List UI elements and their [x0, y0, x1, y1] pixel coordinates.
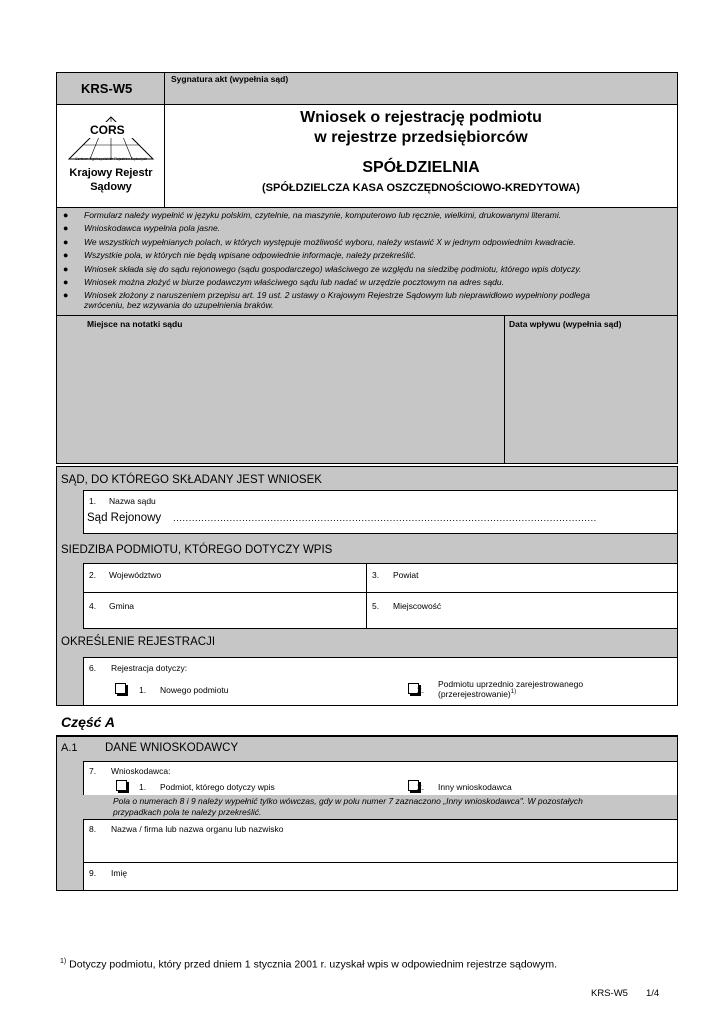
section-seat-heading: SIEDZIBA PODMIOTU, KTÓREGO DOTYCZY WPIS — [61, 544, 333, 556]
form-code: KRS-W5 — [81, 81, 133, 96]
applicant-first-name-field[interactable] — [83, 862, 677, 890]
reregistration-label-1: Podmiotu uprzednio zarejestrowanego — [438, 679, 584, 689]
footnote — [60, 958, 557, 971]
subject-entity-checkbox[interactable] — [116, 780, 127, 791]
footer-code: KRS-W5 — [591, 988, 628, 999]
registry-name-2: Sądowy — [90, 181, 132, 193]
court-name-field[interactable] — [83, 490, 677, 534]
subject-entity-label: Podmiot, którego dotyczy wpis — [160, 782, 275, 792]
option-number: 1. — [139, 685, 147, 695]
court-value: Sąd Rejonowy — [87, 512, 162, 524]
field-number: 1. — [89, 496, 97, 506]
registry-name-1: Krajowy Rejestr — [69, 167, 153, 179]
field-label: Miejscowość — [393, 601, 442, 611]
form-title-line2: w rejestrze przedsiębiorców — [314, 129, 528, 146]
option-number: 2. — [417, 782, 425, 792]
field-label: Powiat — [393, 570, 419, 580]
field-number: 9. — [89, 868, 97, 878]
court-dots: ....................................................................................................................................... — [173, 513, 597, 524]
section-court-heading: SĄD, DO KTÓREGO SKŁADANY JEST WNIOSEK — [61, 474, 322, 486]
part-a-sub-heading: DANE WNIOSKODAWCY — [105, 742, 239, 754]
field-number: 4. — [89, 601, 97, 611]
date-label: Data wpływu (wypełnia sąd) — [509, 319, 622, 329]
logo-subtext: Centrum Ogólnopolskich Rejestrów Sądowych — [75, 157, 147, 161]
form-subtitle: SPÓŁDZIELNIA — [362, 159, 480, 176]
part-a-heading: Część A — [61, 714, 115, 730]
field-label: Rejestracja dotyczy: — [111, 663, 188, 673]
field-label: Nazwa sądu — [109, 496, 156, 506]
title-cell — [165, 105, 677, 207]
field-number: 6. — [89, 663, 97, 673]
county-field[interactable] — [367, 564, 678, 592]
field-number: 8. — [89, 824, 97, 834]
other-applicant-label: Inny wnioskodawca — [438, 782, 512, 792]
section-registration-heading: OKREŚLENIE REJESTRACJI — [61, 636, 216, 648]
field-number: 7. — [89, 766, 97, 776]
field-label: Województwo — [109, 570, 162, 580]
form-title-line1: Wniosek o rejestrację podmiotu — [300, 109, 542, 126]
field-label: Nazwa / firma lub nazwa organu lub nazwisko — [111, 824, 284, 834]
commune-field[interactable] — [84, 593, 366, 628]
footnote-text: Dotyczy podmiotu, który przed dniem 1 stycznia 2001 r. uzyskał wpis w odpowiednim rejestrze sądowym. — [66, 958, 558, 971]
locality-field[interactable] — [367, 593, 678, 628]
new-entity-label: Nowego podmiotu — [160, 685, 229, 695]
applicant-note-2: przypadkach pola te należy przekreślić. — [113, 807, 262, 817]
field-number: 5. — [372, 601, 380, 611]
court-notes-divider — [504, 316, 505, 463]
applicant-name-field[interactable] — [83, 819, 677, 862]
option-number: 1. — [139, 782, 147, 792]
signature-label: Sygnatura akt (wypełnia sąd) — [171, 74, 289, 84]
signature-cell — [165, 73, 677, 105]
logo-cell — [57, 105, 165, 207]
field-number: 2. — [89, 570, 97, 580]
instruction-7-cont: zwróceniu, bez wzywania do uzupełnienia braków. — [84, 300, 274, 310]
instructions-box: ● Formularz należy wypełnić w języku polskim, czytelnie, na maszynie, komputerowo lub ręcznie, wielkimi, drukowanymi literami. ● Wnioskodawca wypełnia pola jasne. ● We wszystkich wypełnianych polach, w których występuje możliwość wyboru, należy wstawić X w jednym odpowiednim kwadracie. ● Wszystkie pola, w których nie będą wpisane odpowiednie informacje, należy przekreślić. ● Wniosek składa się do sądu rejonowego (sądu gospodarczego) właściwego ze względu na siedzibę podmiotu, którego wpis dotyczy. ● Wniosek można złożyć w biurze podawczym właściwego sądu lub nadać w urzędzie pocztowym na adres sądu. ● Wniosek złożony z naruszeniem przepisu art. 19 ust. 2 ustawy o Krajowym Rejestrze Sądowym lub nieprawidłowo wypełniony podlega zwróceniu, bez wzywania do uzupełnienia braków. — [56, 208, 678, 316]
applicant-note-1: Pola o numerach 8 i 9 należy wypełnić tylko wówczas, gdy w polu numer 7 zaznaczono „Inny wnioskodawca". W pozostałych — [113, 796, 583, 806]
notes-label: Miejsce na notatki sądu — [87, 319, 183, 329]
field-label: Wnioskodawca: — [111, 766, 171, 776]
form-subtitle2: (SPÓŁDZIELCZA KASA OSZCZĘDNOŚCIOWO-KREDYTOWA) — [262, 182, 580, 194]
seat-fields — [83, 563, 677, 629]
applicant-field — [83, 761, 677, 795]
reregistration-label-2: (przerejestrowanie)$^{1)}$ — [438, 689, 517, 699]
form-code-cell — [57, 73, 165, 105]
new-entity-checkbox[interactable] — [115, 683, 126, 694]
field-label: Imię — [111, 868, 128, 878]
footnote-marker: 1) — [60, 958, 67, 965]
logo-text: CORS — [90, 123, 125, 137]
part-a-sub-number: A.1 — [61, 742, 78, 754]
registration-field — [83, 657, 677, 705]
field-number: 3. — [372, 570, 380, 580]
court-notes-box — [56, 316, 678, 464]
voivodeship-field[interactable] — [84, 564, 366, 592]
option-number: 2. — [417, 685, 425, 695]
page-number: 1/4 — [646, 988, 660, 999]
field-label: Gmina — [109, 601, 135, 611]
